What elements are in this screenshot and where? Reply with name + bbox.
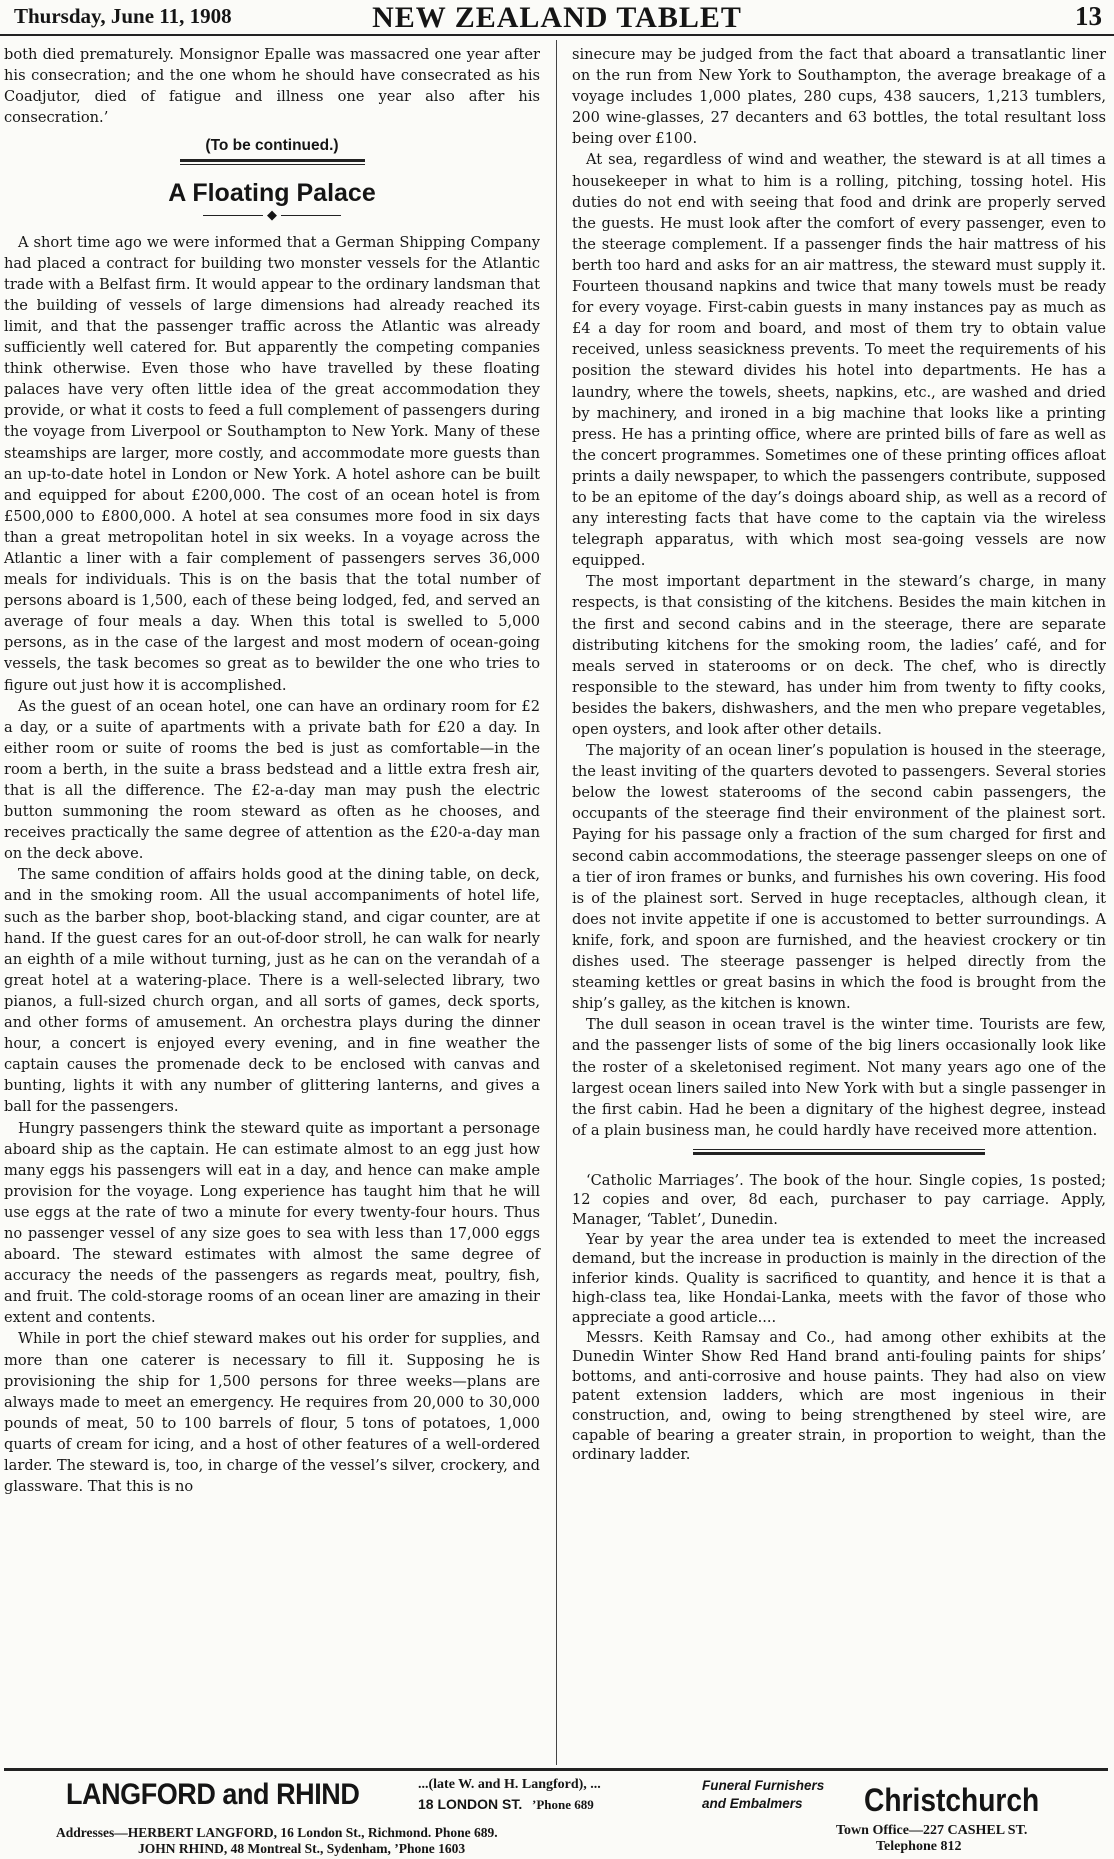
article-paragraph: The same condition of affairs holds good at the dining table, on deck, and in the smoking room. All the usual accompaniments of hotel life, such as the barber shop, boot-blacking stand, and cigar counter, are at hand. If the guest cares for an out-of-door stroll, he can walk for nearly an eighth of a mile without turning, just as he can on the verandah of a great hotel at a watering-place. There is a well-selected library, two pianos, a full-sized church organ, and all sorts of games, deck sports, and other forms of amusement. An orchestra plays during the dinner hour, a concert is enjoyed every evening, and in fine weather the captain causes the promenade deck to be enclosed with canvas and bunting, lights it with any number of glittering lanterns, and gives a ball for the passengers. bbox=[4, 866, 540, 1116]
article-paragraph: As the guest of an ocean hotel, one can have an ordinary room for £2 a day, or a suite of apartments with a private bath for £20 a day. In either room or suite of rooms the bed is just as comfortable—in the room a berth, in the suite a brass bedstead and a little extra fresh air, that is all the difference. The £2-a-day man may push the electric button summoning the room steward as often as he chooses, and receives practically the same degree of attention as the £20-a-day man on the deck above. bbox=[4, 697, 540, 863]
ad-street-address: 18 LONDON ST. bbox=[418, 1796, 523, 1812]
notice-paragraph: ‘Catholic Marriages’. The book of the hour. Single copies, 1s posted; 12 copies and over, 8d each, purchaser to pay carriage. Apply, Manager, ‘Tablet’, Dunedin. bbox=[572, 1171, 1106, 1229]
article-paragraph: sinecure may be judged from the fact that aboard a transatlantic liner on the run from New York to Southampton, the average breakage of a voyage includes 1,000 plates, 280 cups, 438 saucers, 1,213 tumblers, 200 wine-glasses, 27 decanters and 63 bottles, the total resultant loss being over £100. bbox=[572, 46, 1106, 148]
footer-rule bbox=[4, 1768, 1108, 1771]
notice-paragraph: Messrs. Keith Ramsay and Co., had among other exhibits at the Dunedin Winter Show Red Hand brand anti-fouling paints for ships’ bottoms, and anti-corrosive and house paints. They had also on view patent extension ladders, which are most ingenious in their construction, and, owing to being strengthened by steel wire, are capable of bearing a greater strain, in proportion to weight, than the ordinary ladder. bbox=[572, 1328, 1106, 1464]
ad-city: Christchurch bbox=[864, 1782, 1040, 1818]
article-title: A Floating Palace bbox=[168, 179, 376, 208]
ad-firm-name: LANGFORD and RHIND bbox=[66, 1778, 360, 1811]
issue-date: Thursday, June 11, 1908 bbox=[14, 4, 232, 28]
column-divider bbox=[556, 40, 557, 1765]
article-paragraph: At sea, regardless of wind and weather, the steward is at all times a housekeeper in what to him is a rolling, pitching, tossing hotel. His duties do not end with seeing that food and drink are properly served the guests. He must look after the comfort of every passenger, even to the steerage complement. If a passenger finds the hair mattress of his berth too hard and asks for an air mattress, the steward must supply it. Fourteen thousand napkins and twice that many towels must be ready for every voyage. First-cabin guests in many instances pay as much as £4 a day for room and board, and most of them try to obtain value received, unless seasickness prevents. To meet the requirements of his position the steward divides his hotel into departments. He has a laundry, where the towels, sheets, napkins, etc., are washed and dried by machinery, and ironed in a big machine that looks like a printing press. He has a printing office, where are printed bills of fare as well as the concert programmes. Sometimes one of these printing offices afloat prints a daily newspaper, to which the passengers contribute, supposed to be an epitome of the day’s doings aboard ship, as well as a record of any interesting facts that have come to the captain via the wireless telegraph apparatus, with which most sea-going vessels are now equipped. bbox=[572, 151, 1106, 570]
ad-telephone: Telephone 812 bbox=[876, 1839, 962, 1854]
ad-former-name: ...(late W. and H. Langford), ... bbox=[418, 1777, 601, 1792]
ad-service-line: and Embalmers bbox=[702, 1796, 803, 1811]
article-paragraph: The dull season in ocean travel is the winter time. Tourists are few, and the passenger lists of some of the big liners occasionally look like the roster of a skeletonised regiment. Not many years ago one of the largest ocean liners sailed into New York with but a single passenger in the first cabin. Had he been a dignitary of the highest degree, instead of a plain business man, he could hardly have received more attention. bbox=[572, 1016, 1106, 1139]
article-paragraph: The majority of an ocean liner’s population is housed in the steerage, the least inviting of the quarters devoted to passengers. Several stories below the lowest staterooms of the second cabin passengers, the occupants of the steerage find their environment of the plainest sort. Paying for his passage only a fraction of the sum charged for first and second cabin accommodations, the steerage passenger sleeps on one of a tier of iron frames or bunks, and furnishes his own covering. His food is of the plainest sort. Served in huge receptacles, although clean, it does not invite appetite if one is accustomed to better surroundings. A knife, fork, and spoon are furnished, and the heaviest crockery or tin dishes used. The steerage passenger is helped directly from the steaming kettles or great basins in which the food is brought from the ship’s galley, as the kitchen is known. bbox=[572, 742, 1106, 1013]
article-paragraph: While in port the chief steward makes out his order for supplies, and more than one caterer is necessary to fill it. Supposing he is provisioning the ship for 1,500 persons for three weeks—plans are always made to meet an emergency. He requires from 20,000 to 30,000 pounds of meat, 50 to 100 barrels of flour, 5 tons of potatoes, 1,000 quarts of cream for icing, and a host of other features of a well-ordered larder. The steward is, too, in charge of the vessel’s silver, crockery, and glassware. That this is no bbox=[4, 1330, 540, 1496]
article-paragraph: A short time ago we were informed that a German Shipping Company had placed a contract for building two monster vessels for the Atlantic trade with a Belfast firm. It would appear to the ordinary landsman that the building of vessels of large dimensions had already reached its limit, and that the passenger traffic across the Atlantic was already sufficiently well catered for. But apparently the competing companies think otherwise. Even those who have travelled by these floating palaces have very often little idea of the great accommodation they provide, or what it costs to feed a full complement of passengers during the voyage from Liverpool or Southampton to New York. Many of these steamships are larger, more costly, and accommodate more guests than an up-to-date hotel in London or New York. A hotel ashore can be built and equipped for about £200,000. The cost of an ocean hotel is from £500,000 to £800,000. A hotel at sea consumes more food in six days than a great metropolitan hotel in six weeks. In a voyage across the Atlantic a liner with a fair complement of passengers serves 36,000 meals for individuals. This is on the basis that the total number of persons aboard is 1,500, each of these being lodged, fed, and served an average of four meals a day. When this total is swelled to 5,000 persons, as in the case of the largest and most modern of ocean-going vessels, the task becomes so great as to bewilder the one who tries to figure out just how it is accomplished. bbox=[4, 233, 540, 694]
article-paragraph: The most important department in the steward’s charge, in many respects, is that consisting of the kitchens. Besides the main kitchen in the first and second cabins and in the steerage, there are separate distributing kitchens for the smoking room, the ladies’ café, and for meals served in staterooms or on deck. The chef, who is directly responsible to the steward, has under him from twenty to fifty cooks, besides the bakers, dishwashers, and the men who prepare vegetables, open oysters, and look after other details. bbox=[572, 573, 1106, 738]
ad-services bbox=[702, 1777, 824, 1813]
title-ornament: ◆ bbox=[4, 209, 540, 222]
article-paragraph: Hungry passengers think the steward quite as important a personage aboard ship as the captain. He can estimate almost to an egg just how many eggs his passengers will eat in a day, and hence can make ample provision for the voyage. Long experience has taught him that he will use eggs at the rate of two a minute for every twenty-four hours. Thus no passenger vessel of any size goes to sea with less than 17,000 eggs aboard. The steward estimates with almost the same degree of accuracy the needs of the passengers as regards meat, poultry, fish, and fruit. The cold-storage rooms of an ocean liner are amazing in their extent and contents. bbox=[4, 1119, 540, 1327]
continued-notice: (To be continued.) bbox=[205, 137, 339, 155]
ad-town-office: Town Office—227 CASHEL ST. bbox=[836, 1823, 1028, 1838]
ad-address-line: JOHN RHIND, 48 Montreal St., Sydenham, ’Phone 1603 bbox=[138, 1841, 466, 1856]
article-end-rule bbox=[693, 1149, 985, 1155]
masthead bbox=[0, 0, 1114, 36]
notices bbox=[572, 1171, 1106, 1465]
ad-phone: ’Phone 689 bbox=[532, 1797, 594, 1812]
double-rule bbox=[180, 159, 365, 165]
page-number: 13 bbox=[1075, 1, 1102, 31]
advertisement bbox=[4, 1774, 1108, 1856]
ad-address-line: Addresses—HERBERT LANGFORD, 16 London St., Richmond. Phone 689. bbox=[56, 1825, 498, 1840]
left-column bbox=[4, 44, 540, 1497]
notice-paragraph: Year by year the area under tea is extended to meet the increased demand, but the increase in production is mainly in the direction of the inferior kinds. Quality is sacrificed to quantity, and hence it is that a high-class tea, like Hondai-Lanka, meets with the favor of those who appreciate a good article.... bbox=[572, 1230, 1106, 1327]
ad-service-line: Funeral Furnishers bbox=[702, 1778, 825, 1793]
publication-title: NEW ZEALAND TABLET bbox=[372, 1, 742, 34]
previous-article-ending: both died prematurely. Monsignor Epalle was massacred one year after his consecration; and the one whom he should have consecrated as his Coadjutor, died of fatigue and illness one year also after his consecration.’ bbox=[4, 46, 540, 127]
right-column bbox=[572, 44, 1106, 1465]
